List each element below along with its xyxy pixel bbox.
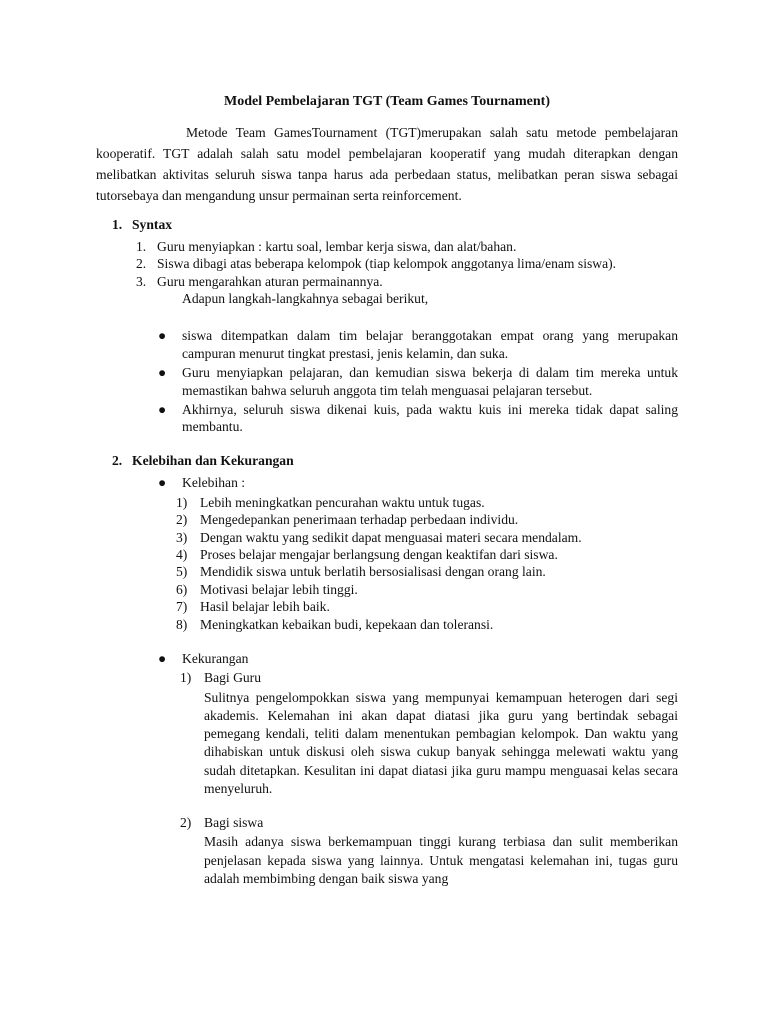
section-number: 2.	[112, 452, 123, 468]
item-number: 2.	[136, 256, 147, 272]
item-number: 8)	[176, 616, 188, 632]
list-item	[96, 327, 678, 362]
bullet-icon: ●	[158, 365, 167, 381]
list-item	[96, 401, 678, 436]
document-content	[96, 93, 678, 888]
item-text: Mendidik siswa untuk berlatih bersosialisasi dengan orang lain.	[200, 564, 546, 580]
item-text: Lebih meningkatkan pencurahan waktu untuk tugas.	[200, 494, 485, 510]
bullet-icon: ●	[158, 402, 167, 418]
bagi-guru-heading	[96, 669, 678, 686]
intro-paragraph	[96, 122, 678, 206]
bagi-guru-paragraph: Sulitnya pengelompokkan siswa yang mempunyai kemampuan heterogen dari segi akademis. Kelemahan ini akan dapat diatasi jika guru yang bertindak sebagai pemegang kendali, teliti dalam menentukan pembagian kelompok. Dan waktu yang dihabiskan untuk diskusi oleh siswa cukup banyak sehingga melewati waktu yang sudah ditetapkan. Kesulitan ini dapat diatasi jika guru mampu menguasai kelas secara menyeluruh.	[204, 689, 678, 796]
label-text: Kekurangan	[182, 650, 249, 666]
item-text: siswa ditempatkan dalam tim belajar beranggotakan empat orang yang merupakan campuran menurut tingkat prestasi, jenis kelamin, dan suka.	[182, 328, 678, 361]
item-number: 6)	[176, 581, 188, 597]
kelebihan-list	[96, 494, 678, 633]
steps-intro: Adapun langkah-langkahnya sebagai berikut,	[182, 291, 429, 307]
list-item	[96, 546, 678, 563]
item-number: 3)	[176, 529, 188, 545]
item-text: Mengedepankan penerimaan terhadap perbedaan individu.	[200, 512, 519, 528]
section-title: Kelebihan dan Kekurangan	[132, 452, 294, 468]
item-number: 1)	[180, 670, 192, 686]
item-text: Dengan waktu yang sedikit dapat menguasai materi secara mendalam.	[200, 529, 582, 545]
item-number: 1.	[136, 238, 147, 254]
item-text: Akhirnya, seluruh siswa dikenai kuis, pada waktu kuis ini mereka tidak dapat saling membantu.	[182, 402, 678, 435]
item-number: 2)	[180, 814, 192, 830]
item-text: Guru menyiapkan : kartu soal, lembar kerja siswa, dan alat/bahan.	[157, 238, 517, 254]
item-text: Guru mengarahkan aturan permainannya.	[157, 273, 383, 289]
bullet-icon: ●	[158, 328, 167, 344]
list-item	[96, 511, 678, 528]
item-number: 2)	[176, 512, 188, 528]
list-item	[96, 616, 678, 633]
list-item	[96, 563, 678, 580]
sub-heading-text: Bagi siswa	[204, 814, 264, 830]
list-item	[96, 273, 678, 290]
item-number: 4)	[176, 546, 188, 562]
item-text: Hasil belajar lebih baik.	[200, 599, 330, 615]
item-number: 7)	[176, 599, 188, 615]
kekurangan-label	[96, 650, 678, 667]
list-item	[96, 581, 678, 598]
item-number: 1)	[176, 494, 188, 510]
item-number: 5)	[176, 564, 188, 580]
section-title: Syntax	[132, 217, 173, 233]
item-text: Proses belajar mengajar berlangsung dengan keaktifan dari siswa.	[200, 546, 558, 562]
section-syntax-heading	[96, 216, 678, 233]
kelebihan-label	[96, 474, 678, 491]
item-number: 3.	[136, 273, 147, 289]
bagi-siswa-heading	[96, 814, 678, 831]
intro-text: Metode Team GamesTournament (TGT)merupakan salah satu metode pembelajaran kooperatif. TGT adalah salah satu model pembelajaran kooperatif yang mudah diterapkan dengan melibatkan aktivitas seluruh siswa tanpa harus ada perbedaan status, melibatkan peran siswa sebagai tutorsebaya dan mengandung unsur permainan serta reinforcement.	[96, 125, 678, 204]
syntax-steps-list	[96, 238, 678, 290]
section-kelebihan-heading	[96, 452, 678, 469]
bullet-icon: ●	[158, 650, 167, 666]
item-text: Siswa dibagi atas beberapa kelompok (tiap kelompok anggotanya lima/enam siswa).	[157, 256, 617, 272]
section-number: 1.	[112, 217, 123, 233]
list-item	[96, 494, 678, 511]
item-text: Meningkatkan kebaikan budi, kepekaan dan toleransi.	[200, 616, 494, 632]
syntax-bullet-list	[96, 327, 678, 435]
page-title: Model Pembelajaran TGT (Team Games Tournament)	[223, 94, 551, 109]
item-text: Guru menyiapkan pelajaran, dan kemudian siswa bekerja di dalam tim mereka untuk memastikan bahwa seluruh anggota tim telah menguasai pelajaran tersebut.	[182, 365, 678, 398]
list-item	[96, 529, 678, 546]
sub-heading-text: Bagi Guru	[204, 670, 262, 686]
list-item	[96, 238, 678, 255]
item-text: Motivasi belajar lebih tinggi.	[200, 581, 358, 597]
list-item	[96, 255, 678, 272]
label-text: Kelebihan :	[182, 475, 246, 491]
bullet-icon: ●	[158, 475, 167, 491]
list-item	[96, 364, 678, 399]
bagi-siswa-paragraph: Masih adanya siswa berkemampuan tinggi kurang terbiasa dan sulit memberikan penjelasan kepada siswa yang lainnya. Untuk mengatasi kelemahan ini, tugas guru adalah membimbing dengan baik siswa yang	[204, 834, 678, 886]
list-item	[96, 598, 678, 615]
